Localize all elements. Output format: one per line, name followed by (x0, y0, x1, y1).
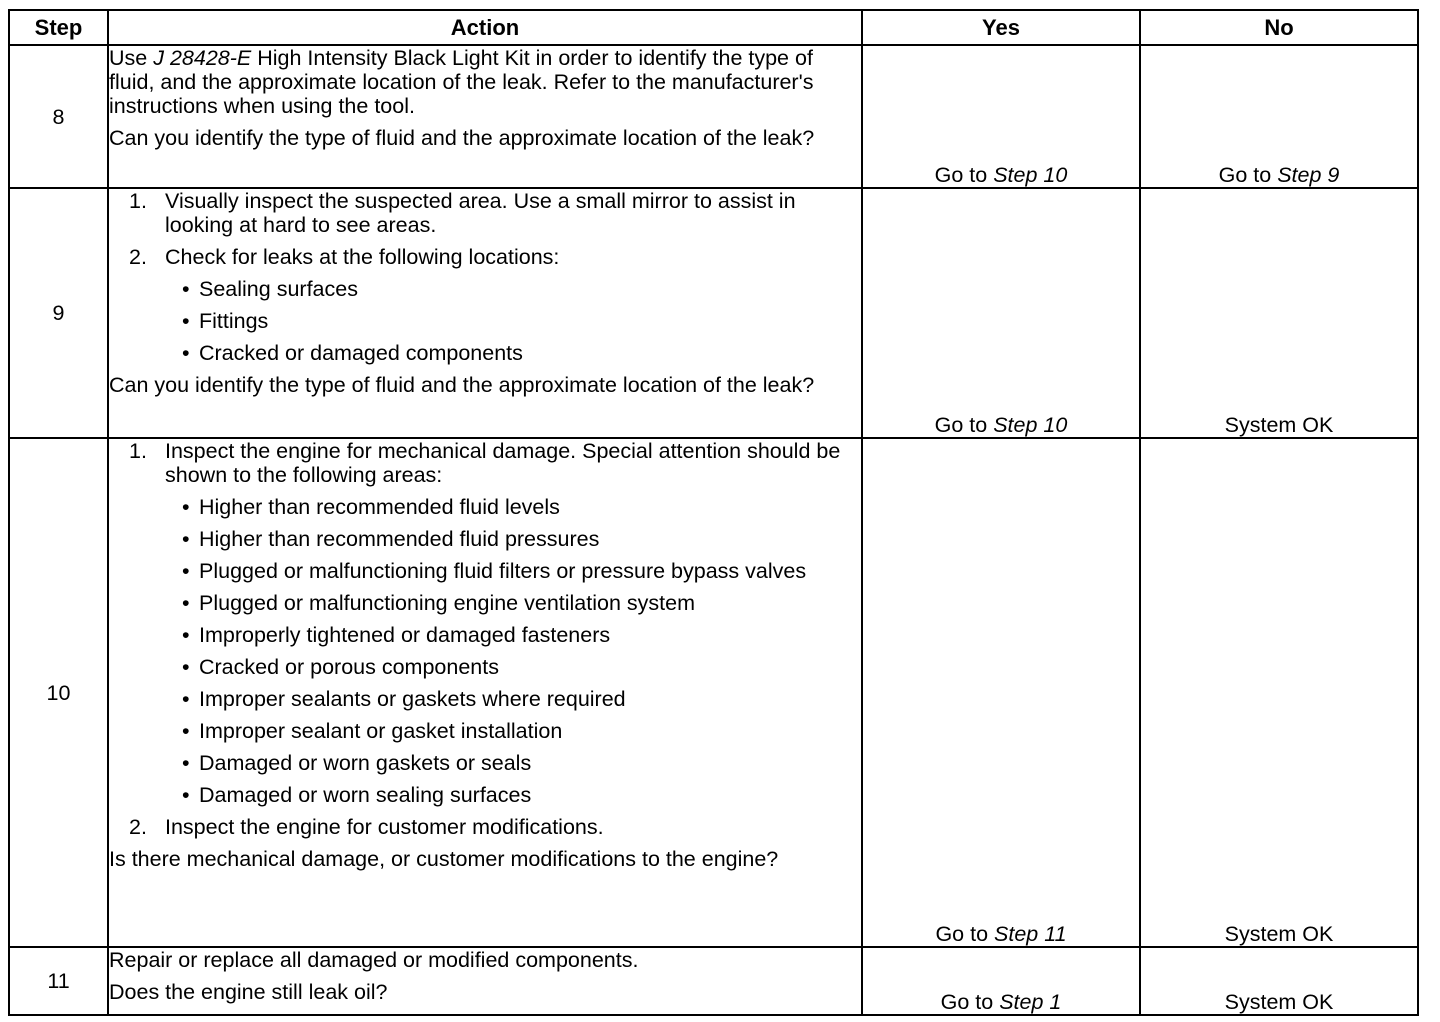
step-link[interactable]: Step 1 (999, 990, 1062, 1014)
bullet-item: • Cracked or porous components (182, 655, 499, 679)
yes-cell: Go to Step 1 (862, 947, 1140, 1015)
action-text: Repair or replace all damaged or modified components. (109, 948, 639, 972)
yes-cell: Go to Step 10 (862, 188, 1140, 438)
question-text: Can you identify the type of fluid and the approximate location of the leak? (109, 126, 815, 150)
yes-cell: Go to Step 10 (862, 45, 1140, 188)
step-number: 11 (9, 947, 108, 1015)
header-step: Step (9, 10, 108, 45)
step-link[interactable]: Step 9 (1277, 163, 1340, 187)
numbered-item: 2. Check for leaks at the following locations: (129, 245, 560, 269)
step-number: 8 (9, 45, 108, 188)
bullet-item: • Sealing surfaces (182, 277, 358, 301)
step-link[interactable]: Step 10 (993, 163, 1068, 187)
action-cell (108, 188, 862, 438)
tool-reference: J 28428-E (153, 46, 252, 70)
numbered-item: 1. Visually inspect the suspected area. Use a small mirror to assist in looking at hard to see areas. (129, 189, 796, 237)
header-action: Action (108, 10, 862, 45)
question-text: Is there mechanical damage, or customer modifications to the engine? (109, 847, 779, 871)
header-yes: Yes (862, 10, 1140, 45)
bullet-item: • Damaged or worn sealing surfaces (182, 783, 532, 807)
bullet-item: • Higher than recommended fluid pressures (182, 527, 600, 551)
bullet-item: • Improperly tightened or damaged fasteners (182, 623, 611, 647)
step-number: 10 (9, 438, 108, 947)
bullet-item: • Damaged or worn gaskets or seals (182, 751, 532, 775)
question-text: Does the engine still leak oil? (109, 980, 388, 1004)
action-text: Use J 28428-E High Intensity Black Light Kit in order to identify the type of fluid, and the approximate location of the leak. Refer to the manufacturer's instructions when using the tool. (109, 46, 814, 118)
bullet-item: • Cracked or damaged components (182, 341, 523, 365)
table-row-step-8 (9, 45, 1418, 188)
bullet-item: • Improper sealant or gasket installation (182, 719, 563, 743)
bullet-item: • Plugged or malfunctioning fluid filters or pressure bypass valves (182, 559, 807, 583)
bullet-item: • Plugged or malfunctioning engine ventilation system (182, 591, 695, 615)
no-cell: System OK (1140, 438, 1418, 947)
action-cell (108, 438, 862, 947)
numbered-item: 1. Inspect the engine for mechanical damage. Special attention should be shown to the following areas: (129, 439, 841, 487)
question-text: Can you identify the type of fluid and the approximate location of the leak? (109, 373, 815, 397)
bullet-item: • Higher than recommended fluid levels (182, 495, 560, 519)
table-row-step-9 (9, 188, 1418, 438)
header-no: No (1140, 10, 1418, 45)
no-cell: Go to Step 9 (1140, 45, 1418, 188)
step-link[interactable]: Step 10 (993, 413, 1068, 437)
diagnostic-table (8, 9, 1419, 1016)
table-row-step-10 (9, 438, 1418, 947)
header-row (9, 10, 1418, 45)
action-cell (108, 947, 862, 1015)
yes-cell: Go to Step 11 (862, 438, 1140, 947)
step-link[interactable]: Step 11 (994, 922, 1067, 946)
table-row-step-11 (9, 947, 1418, 1015)
action-cell (108, 45, 862, 188)
bullet-item: • Improper sealants or gaskets where required (182, 687, 626, 711)
bullet-item: • Fittings (182, 309, 269, 333)
no-cell: System OK (1140, 947, 1418, 1015)
numbered-item: 2. Inspect the engine for customer modifications. (129, 815, 604, 839)
step-number: 9 (9, 188, 108, 438)
no-cell: System OK (1140, 188, 1418, 438)
